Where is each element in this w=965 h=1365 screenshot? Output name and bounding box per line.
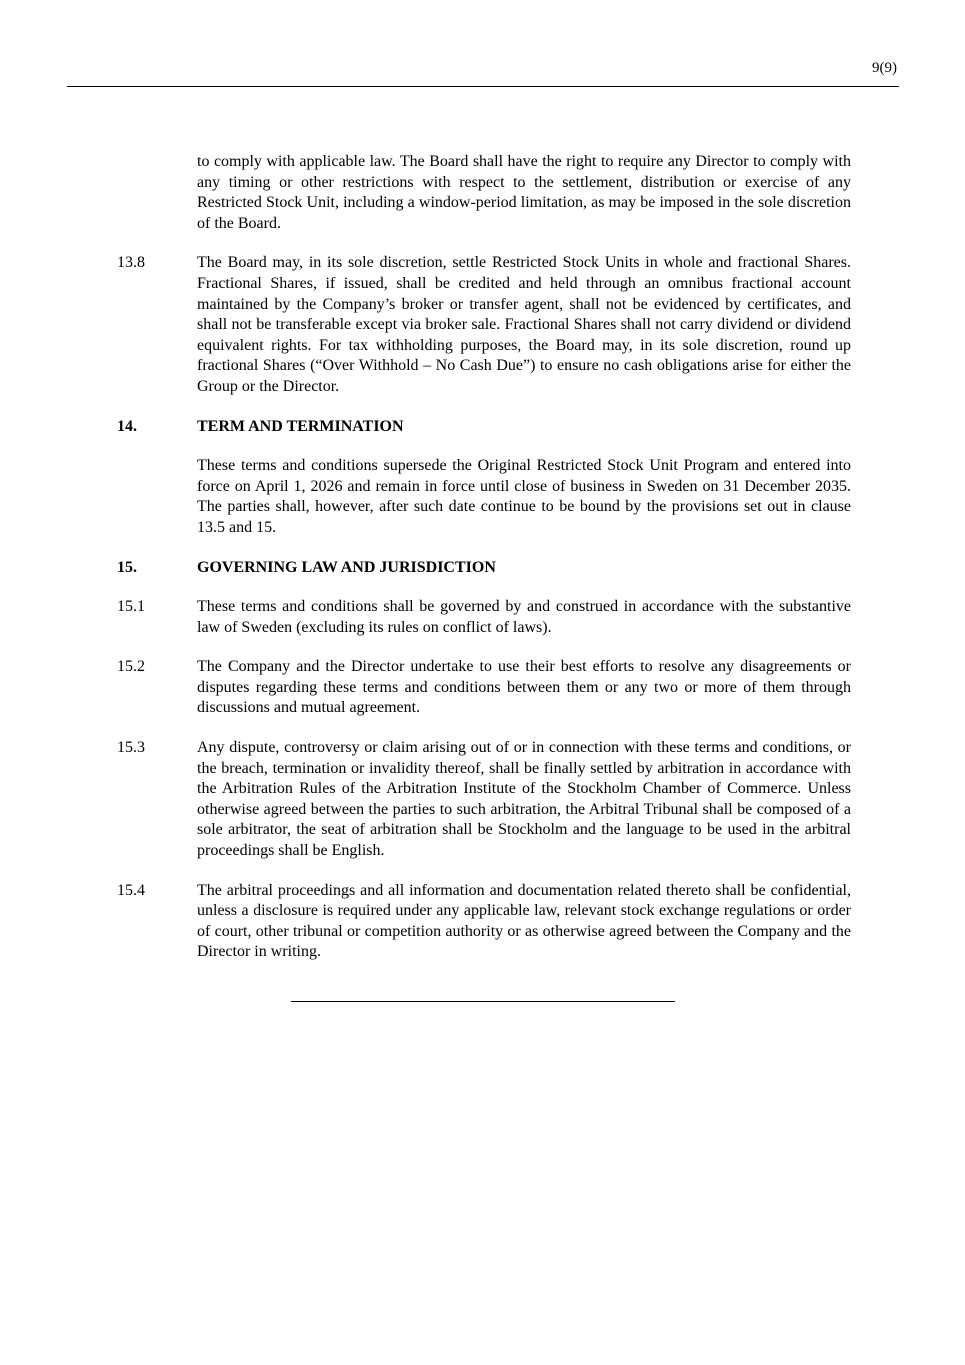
clause-13-8 [117, 253, 851, 397]
section-number: 15. [117, 558, 137, 576]
clause-number: 15.2 [117, 658, 145, 676]
clause-text: The Company and the Director undertake to use their best efforts to resolve any disagreements or disputes regarding these terms and conditions between them or any two or more of them through discussions and mutual agreement. [197, 658, 851, 717]
clause-text: The Board may, in its sole discretion, settle Restricted Stock Units in whole and fractional Shares. Fractional Shares, if issued, shall be credited and held through an omnibus fractional account maintained by the Company’s broker or transfer agent, shall not be evidenced by certificates, and shall not be transferable except via broker sale. Fractional Shares shall not carry dividend or dividend equivalent rights. For tax withholding purposes, the Board may, in its sole discretion, round up fractional Shares (“Over Withhold – No Cash Due”) to ensure no cash obligations arise for either the Group or the Director. [197, 254, 851, 395]
section-number: 14. [117, 417, 137, 435]
clause-15-4 [117, 881, 851, 963]
clause-15-2 [117, 657, 851, 719]
clause-text: Any dispute, controversy or claim arising out of or in connection with these terms and conditions, or the breach, termination or invalidity thereof, shall be finally settled by arbitration in accordance with the Arbitration Rules of the Arbitration Institute of the Stockholm Chamber of Commerce. Unless otherwise agreed between the parties to such arbitration, the Arbitral Tribunal shall be composed of a sole arbitrator, the seat of arbitration shall be Stockholm and the language to be used in the arbitral proceedings shall be English. [197, 739, 851, 860]
paragraph-number-empty [117, 456, 197, 538]
clause-number: 15.3 [117, 739, 145, 757]
section-title: TERM AND TERMINATION [197, 417, 404, 435]
clause-number: 13.8 [117, 254, 145, 272]
paragraph-number-empty [117, 152, 197, 234]
clause-number: 15.4 [117, 881, 145, 899]
continuation-paragraph [117, 152, 851, 234]
paragraph-text: to comply with applicable law. The Board shall have the right to require any Director to comply with any timing or other restrictions with respect to the settlement, distribution or exercise of any Restricted Stock Unit, including a window-period limitation, as may be imposed in the sole discretion of the Board. [197, 153, 851, 232]
section-14-paragraph [117, 456, 851, 538]
document-body [117, 152, 851, 982]
section-title: GOVERNING LAW AND JURISDICTION [197, 558, 496, 576]
clause-text: The arbitral proceedings and all information and documentation related thereto shall be confidential, unless a disclosure is required under any applicable law, relevant stock exchange regulations or order of court, other tribunal or competition authority or as otherwise agreed between the Company and the Director in writing. [197, 881, 851, 961]
clause-text: These terms and conditions shall be governed by and construed in accordance with the substantive law of Sweden (excluding its rules on conflict of laws). [197, 598, 851, 636]
section-heading-14 [117, 417, 851, 438]
clause-number: 15.1 [117, 598, 145, 616]
clause-15-3 [117, 738, 851, 862]
clause-15-1 [117, 597, 851, 638]
section-heading-15 [117, 558, 851, 579]
page-number: 9(9) [872, 60, 897, 76]
header-rule [67, 86, 899, 87]
end-of-document-rule [291, 1001, 675, 1002]
paragraph-text: These terms and conditions supersede the Original Restricted Stock Unit Program and entered into force on April 1, 2026 and remain in force until close of business in Sweden on 31 December 2035. The parties shall, however, after such date continue to be bound by the provisions set out in clause 13.5 and 15. [197, 457, 851, 536]
